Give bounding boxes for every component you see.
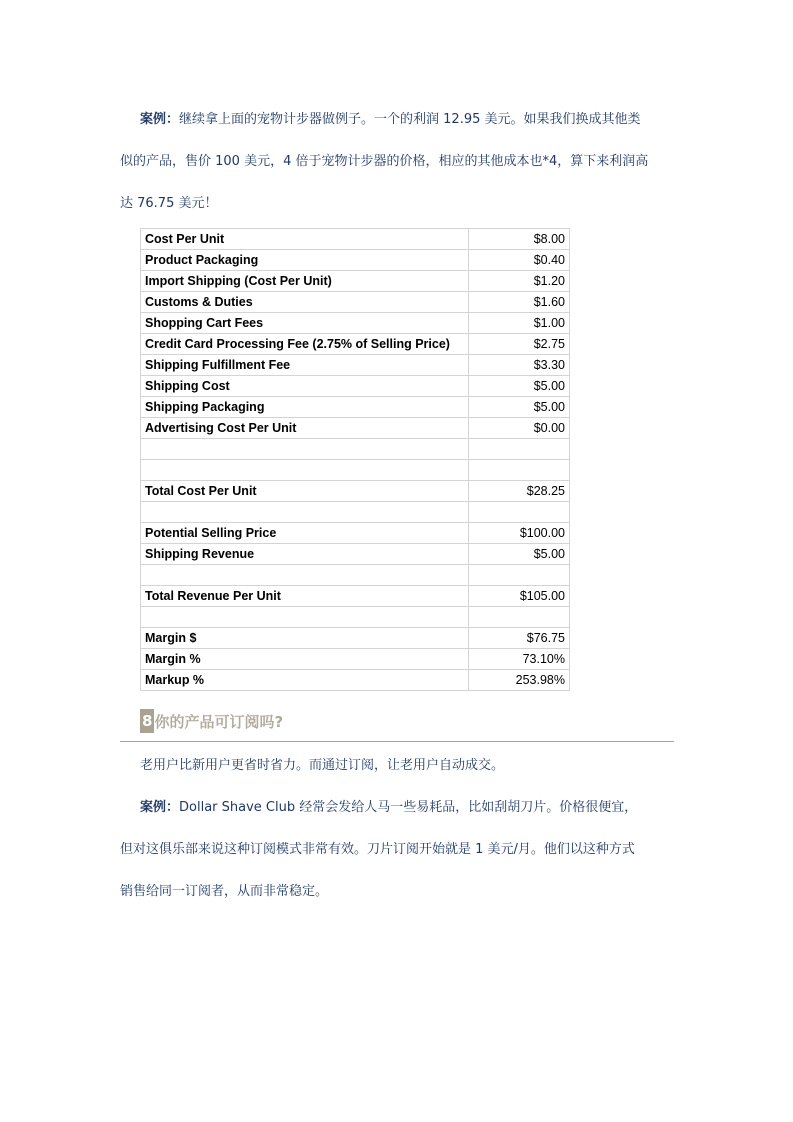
- cost-item-name: Shopping Cart Fees: [141, 313, 469, 334]
- cost-item-value: [469, 439, 570, 460]
- cost-item-name: Potential Selling Price: [141, 523, 469, 544]
- table-row: [141, 313, 570, 334]
- table-row: [141, 397, 570, 418]
- cost-table-body: [141, 229, 570, 691]
- cost-item-value: $5.00: [469, 376, 570, 397]
- cost-item-value: $5.00: [469, 544, 570, 565]
- cost-item-name: [141, 460, 469, 481]
- table-row: [141, 481, 570, 502]
- cost-item-value: 73.10%: [469, 649, 570, 670]
- table-row: [141, 271, 570, 292]
- case-label: 案例：: [140, 112, 180, 127]
- section-number: 8: [140, 709, 154, 733]
- table-row: [141, 502, 570, 523]
- case2-text-1: Dollar Shave Club 经常会发给人马一些易耗品，比如刮胡刀片。价格很便宜，: [179, 800, 638, 815]
- cost-item-name: Credit Card Processing Fee (2.75% of Selling Price): [141, 334, 469, 355]
- table-row: [141, 460, 570, 481]
- cost-breakdown-table: [140, 228, 570, 691]
- table-row: [141, 355, 570, 376]
- table-row: [141, 565, 570, 586]
- cost-item-value: [469, 460, 570, 481]
- table-row: [141, 439, 570, 460]
- section-title: 你的产品可订阅吗?: [154, 712, 284, 731]
- cost-item-name: Customs & Duties: [141, 292, 469, 313]
- table-row: [141, 376, 570, 397]
- case2-paragraph-line-3: 销售给同一订阅者，从而非常稳定。: [120, 884, 329, 899]
- cost-item-name: Advertising Cost Per Unit: [141, 418, 469, 439]
- intro-paragraph-line-1: [140, 108, 695, 127]
- section-heading: [140, 709, 283, 733]
- table-row: [141, 607, 570, 628]
- cost-item-name: Cost Per Unit: [141, 229, 469, 250]
- cost-item-name: Total Cost Per Unit: [141, 481, 469, 502]
- intro-paragraph-line-2: 似的产品，售价 100 美元，4 倍于宠物计步器的价格，相应的其他成本也*4，算下来利润高: [120, 154, 649, 169]
- cost-item-name: [141, 565, 469, 586]
- cost-item-value: $0.40: [469, 250, 570, 271]
- cost-item-value: $100.00: [469, 523, 570, 544]
- cost-item-name: [141, 607, 469, 628]
- table-row: [141, 649, 570, 670]
- cost-item-value: $3.30: [469, 355, 570, 376]
- table-row: [141, 418, 570, 439]
- intro-paragraph-line-3: 达 76.75 美元！: [120, 196, 218, 211]
- cost-item-name: Shipping Fulfillment Fee: [141, 355, 469, 376]
- cost-item-name: Product Packaging: [141, 250, 469, 271]
- body-paragraph: 老用户比新用户更省时省力。而通过订阅，让老用户自动成交。: [140, 758, 505, 773]
- cost-item-value: 253.98%: [469, 670, 570, 691]
- table-row: [141, 292, 570, 313]
- cost-item-name: Shipping Revenue: [141, 544, 469, 565]
- table-row: [141, 628, 570, 649]
- table-row: [141, 250, 570, 271]
- cost-item-name: Import Shipping (Cost Per Unit): [141, 271, 469, 292]
- table-row: [141, 670, 570, 691]
- cost-item-name: [141, 502, 469, 523]
- cost-item-name: Margin $: [141, 628, 469, 649]
- heading-divider: [120, 741, 674, 742]
- table-row: [141, 334, 570, 355]
- case2-paragraph-line-1: [140, 796, 695, 815]
- cost-item-value: $1.60: [469, 292, 570, 313]
- table-row: [141, 586, 570, 607]
- table-row: [141, 229, 570, 250]
- cost-item-value: $5.00: [469, 397, 570, 418]
- cost-item-name: Shipping Packaging: [141, 397, 469, 418]
- cost-item-value: $1.00: [469, 313, 570, 334]
- cost-item-value: [469, 565, 570, 586]
- cost-item-value: $0.00: [469, 418, 570, 439]
- case2-paragraph-line-2: 但对这俱乐部来说这种订阅模式非常有效。刀片订阅开始就是 1 美元/月。他们以这种方式: [120, 842, 635, 857]
- cost-item-name: Total Revenue Per Unit: [141, 586, 469, 607]
- cost-item-name: Shipping Cost: [141, 376, 469, 397]
- cost-item-name: Margin %: [141, 649, 469, 670]
- cost-item-value: $28.25: [469, 481, 570, 502]
- cost-item-value: $105.00: [469, 586, 570, 607]
- cost-item-value: [469, 607, 570, 628]
- table-row: [141, 523, 570, 544]
- cost-item-value: $2.75: [469, 334, 570, 355]
- cost-item-value: $1.20: [469, 271, 570, 292]
- case-label: 案例：: [140, 800, 180, 815]
- cost-item-name: [141, 439, 469, 460]
- table-row: [141, 544, 570, 565]
- cost-item-name: Markup %: [141, 670, 469, 691]
- cost-item-value: $8.00: [469, 229, 570, 250]
- cost-item-value: $76.75: [469, 628, 570, 649]
- intro-text-1: 继续拿上面的宠物计步器做例子。一个的利润 12.95 美元。如果我们换成其他类: [179, 112, 641, 127]
- cost-item-value: [469, 502, 570, 523]
